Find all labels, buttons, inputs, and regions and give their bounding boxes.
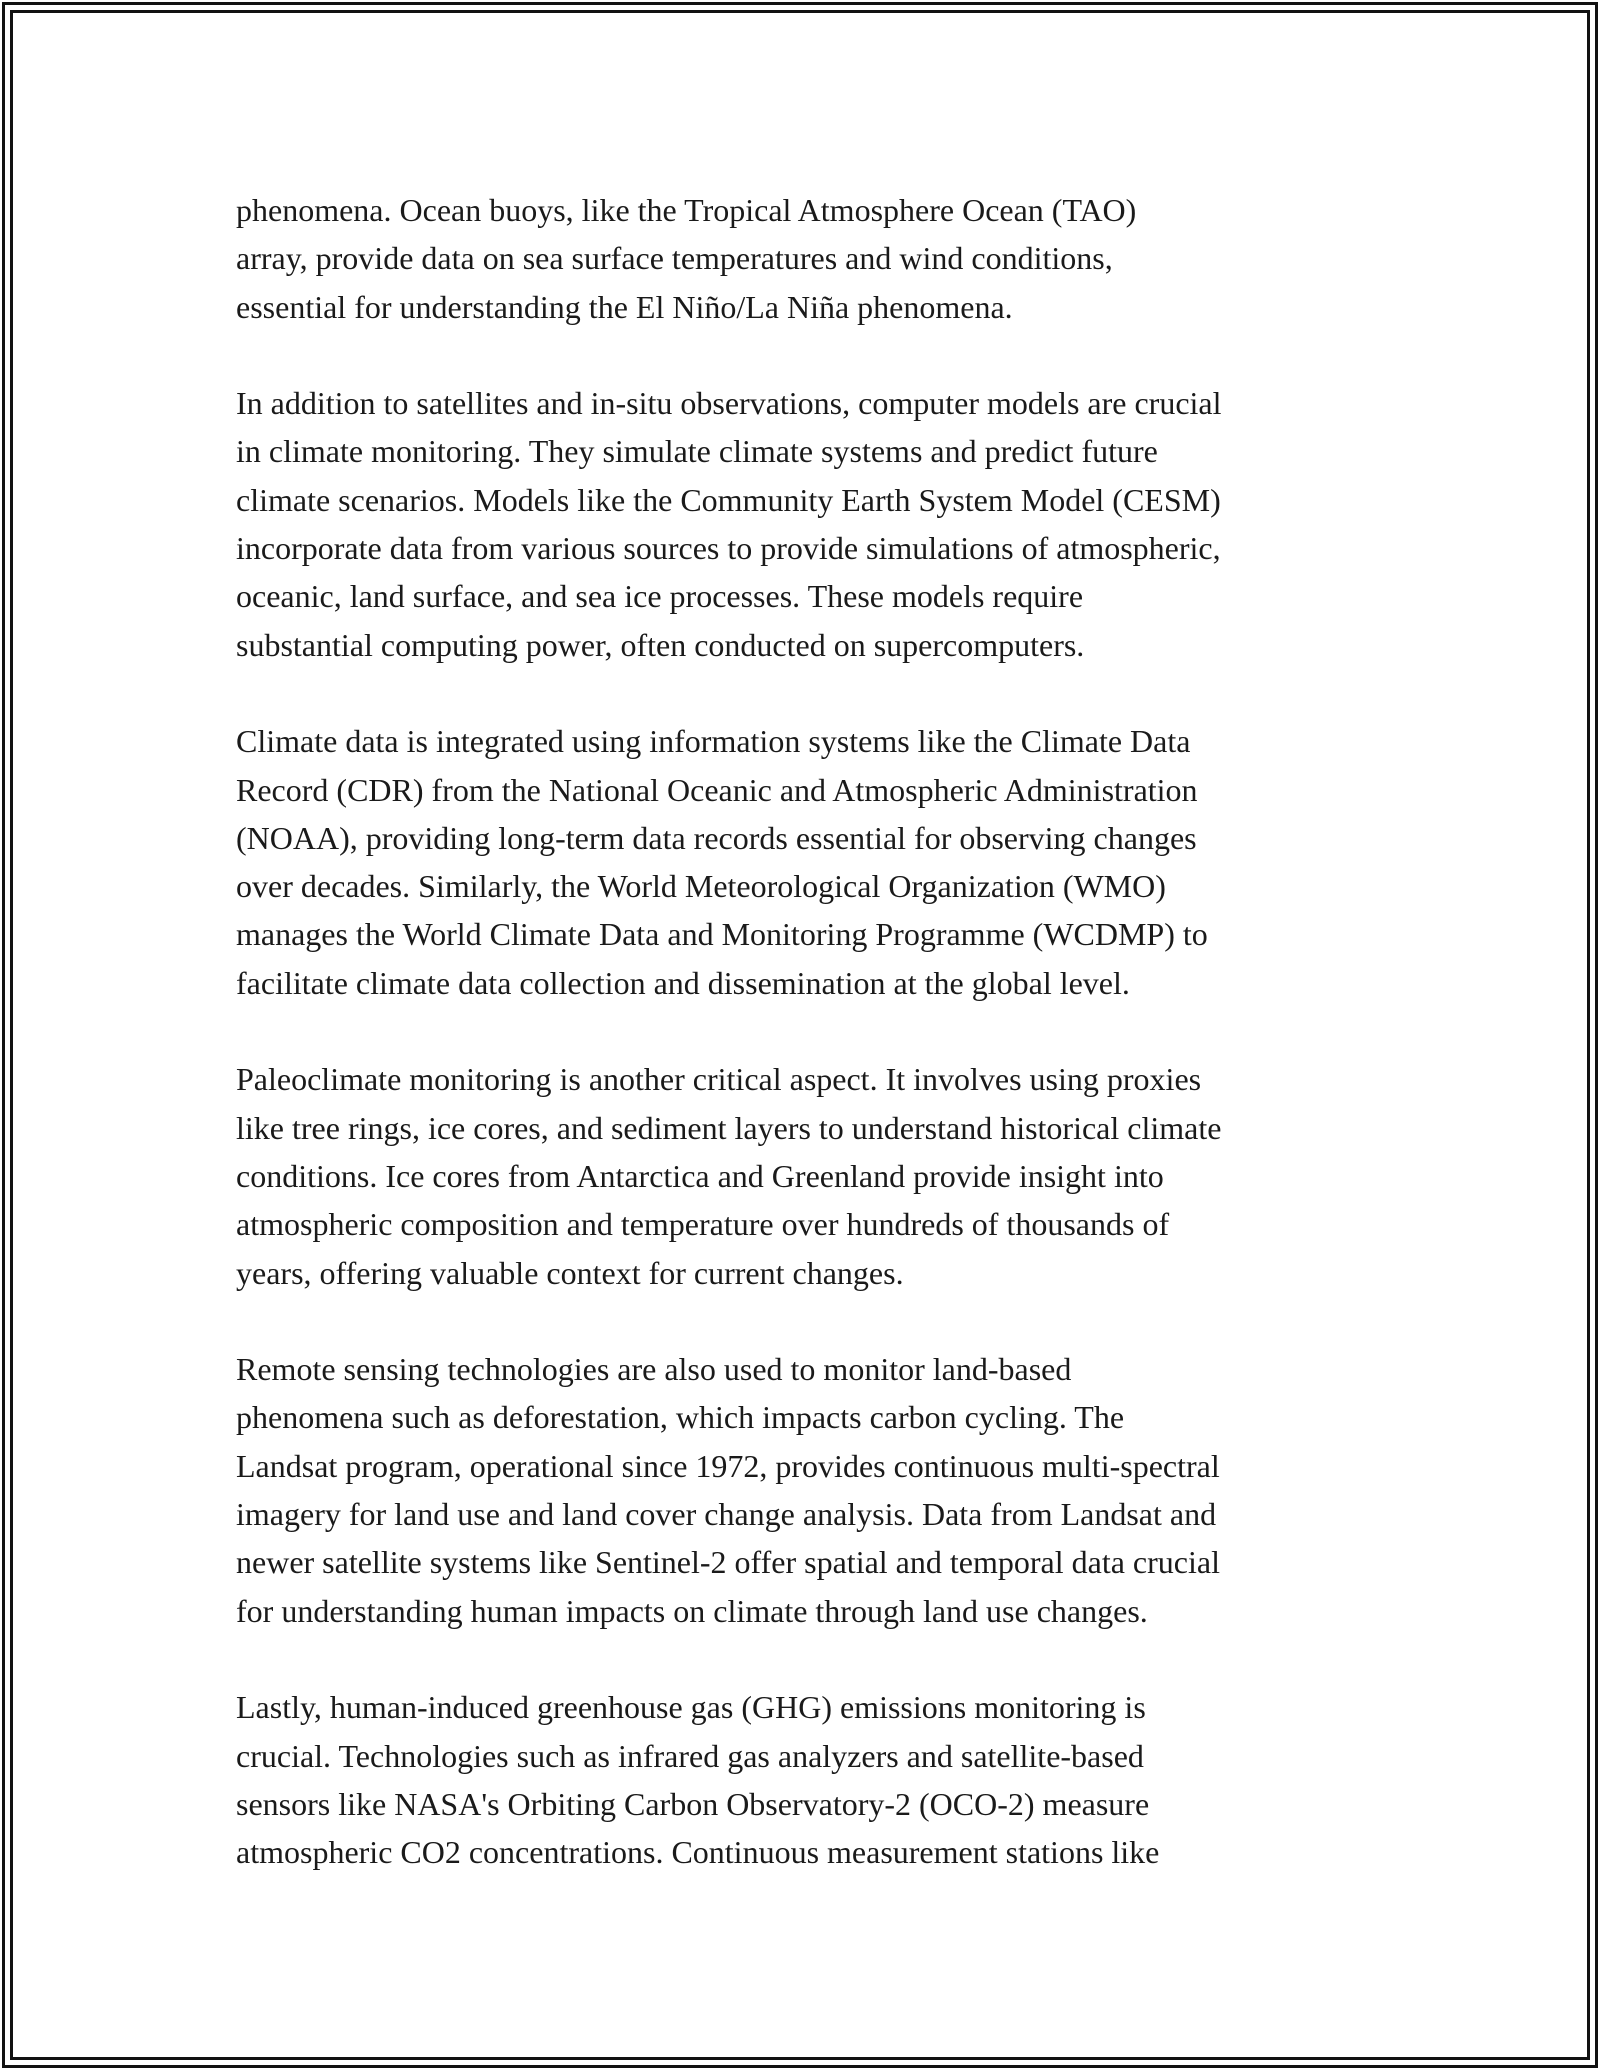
text-line: Landsat program, operational since 1972, provides continuous multi-spectral [236,1447,1220,1484]
text-line: essential for understanding the El Niño/La Niña phenomena. [236,288,1013,325]
text-line: phenomena such as deforestation, which impacts carbon cycling. The [236,1399,1125,1436]
text-line: conditions. Ice cores from Antarctica and Greenland provide insight into [236,1157,1164,1194]
text-line: (NOAA), providing long-term data records essential for observing changes [236,819,1197,856]
text-line: climate scenarios. Models like the Community Earth System Model (CESM) [236,481,1221,518]
paragraph-tao-buoys [236,186,1400,331]
text-line: oceanic, land surface, and sea ice processes. These models require [236,578,1084,615]
paragraph-remote-sensing [236,1345,1400,1635]
text-line: Climate data is integrated using information systems like the Climate Data [236,723,1191,760]
text-line: incorporate data from various sources to provide simulations of atmospheric, [236,530,1221,567]
text-line: Remote sensing technologies are also used to monitor land-based [236,1351,1072,1388]
text-line: in climate monitoring. They simulate climate systems and predict future [236,433,1158,470]
text-line: In addition to satellites and in-situ observations, computer models are crucial [236,385,1222,422]
text-line: atmospheric CO2 concentrations. Continuous measurement stations like [236,1834,1160,1871]
text-line: substantial computing power, often conducted on supercomputers. [236,626,1085,663]
paragraph-computer-models [236,379,1400,669]
text-line: facilitate climate data collection and dissemination at the global level. [236,964,1130,1001]
text-line: Paleoclimate monitoring is another critical aspect. It involves using proxies [236,1061,1202,1098]
paragraph-ghg-emissions [236,1683,1400,1876]
paragraph-climate-data-integration [236,717,1400,1007]
text-line: atmospheric composition and temperature over hundreds of thousands of [236,1206,1170,1243]
text-line: sensors like NASA's Orbiting Carbon Observatory-2 (OCO-2) measure [236,1785,1150,1822]
text-line: years, offering valuable context for current changes. [236,1254,904,1291]
text-line: array, provide data on sea surface temperatures and wind conditions, [236,240,1113,277]
text-line: phenomena. Ocean buoys, like the Tropical Atmosphere Ocean (TAO) [236,192,1137,228]
text-line: newer satellite systems like Sentinel-2 offer spatial and temporal data crucial [236,1544,1220,1581]
text-line: like tree rings, ice cores, and sediment layers to understand historical climate [236,1109,1222,1146]
document-body [236,186,1400,1876]
text-line: for understanding human impacts on climate through land use changes. [236,1592,1148,1629]
text-line: crucial. Technologies such as infrared gas analyzers and satellite-based [236,1737,1144,1774]
paragraph-paleoclimate [236,1055,1400,1296]
text-line: over decades. Similarly, the World Meteorological Organization (WMO) [236,868,1166,905]
text-line: imagery for land use and land cover change analysis. Data from Landsat and [236,1496,1217,1533]
text-line: Lastly, human-induced greenhouse gas (GHG) emissions monitoring is [236,1689,1146,1726]
text-line: Record (CDR) from the National Oceanic and Atmospheric Administration [236,771,1198,808]
text-line: manages the World Climate Data and Monitoring Programme (WCDMP) to [236,916,1208,953]
